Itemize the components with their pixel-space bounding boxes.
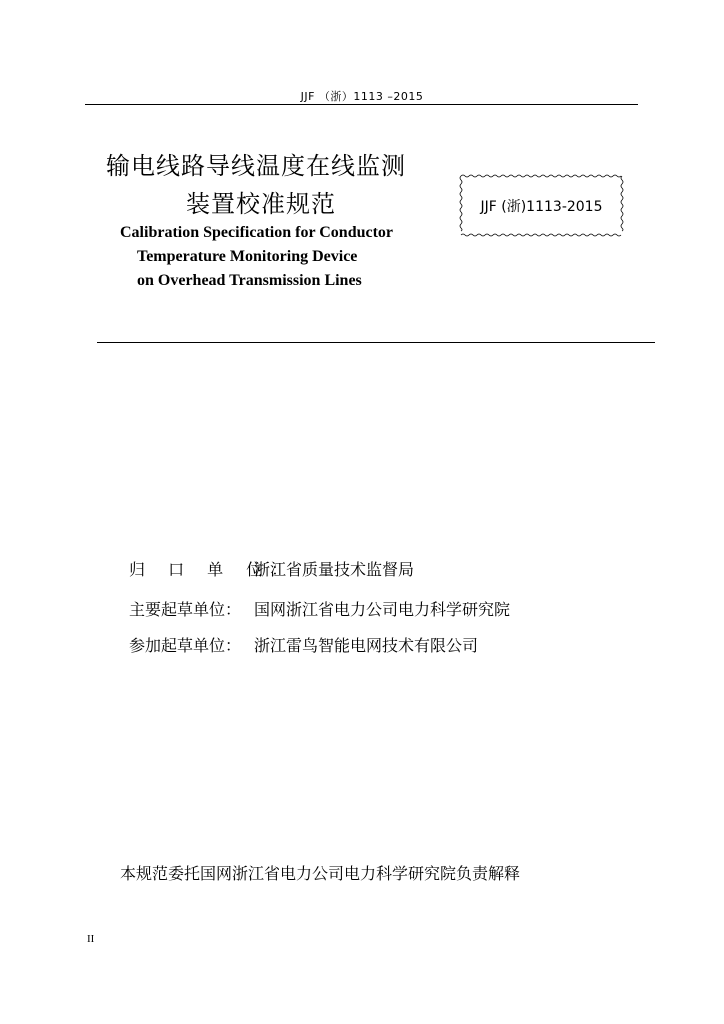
standard-code-box xyxy=(458,173,625,238)
page-number: II xyxy=(87,933,95,945)
header-code: JJF （浙）1113 –2015 xyxy=(300,90,424,103)
title-cn-line1: 输电线路导线温度在线监测 xyxy=(106,152,406,180)
org-value: 国网浙江省电力公司电力科学研究院 xyxy=(254,600,511,619)
org-row-participating-drafter xyxy=(129,633,478,656)
org-row-main-drafter xyxy=(129,597,510,620)
standard-code-text: JJF (浙)1113-2015 xyxy=(480,199,603,215)
org-value: 浙江省质量技术监督局 xyxy=(254,560,415,579)
title-separator-rule xyxy=(97,342,655,343)
interpretation-statement: 本规范委托国网浙江省电力公司电力科学研究院负责解释 xyxy=(120,864,521,883)
org-label: 主要起草单位： xyxy=(129,600,242,619)
org-row-centralized-unit xyxy=(129,557,414,580)
org-label: 归 口 单 位： xyxy=(129,560,297,579)
title-en-line1: Calibration Specification for Conductor xyxy=(120,224,394,241)
org-value: 浙江雷鸟智能电网技术有限公司 xyxy=(254,636,479,655)
title-en-line3: on Overhead Transmission Lines xyxy=(137,272,362,289)
title-en-line2: Temperature Monitoring Device xyxy=(137,248,358,265)
title-cn-line2: 装置校准规范 xyxy=(186,190,336,218)
header-rule xyxy=(85,104,638,105)
org-label: 参加起草单位： xyxy=(129,636,242,655)
